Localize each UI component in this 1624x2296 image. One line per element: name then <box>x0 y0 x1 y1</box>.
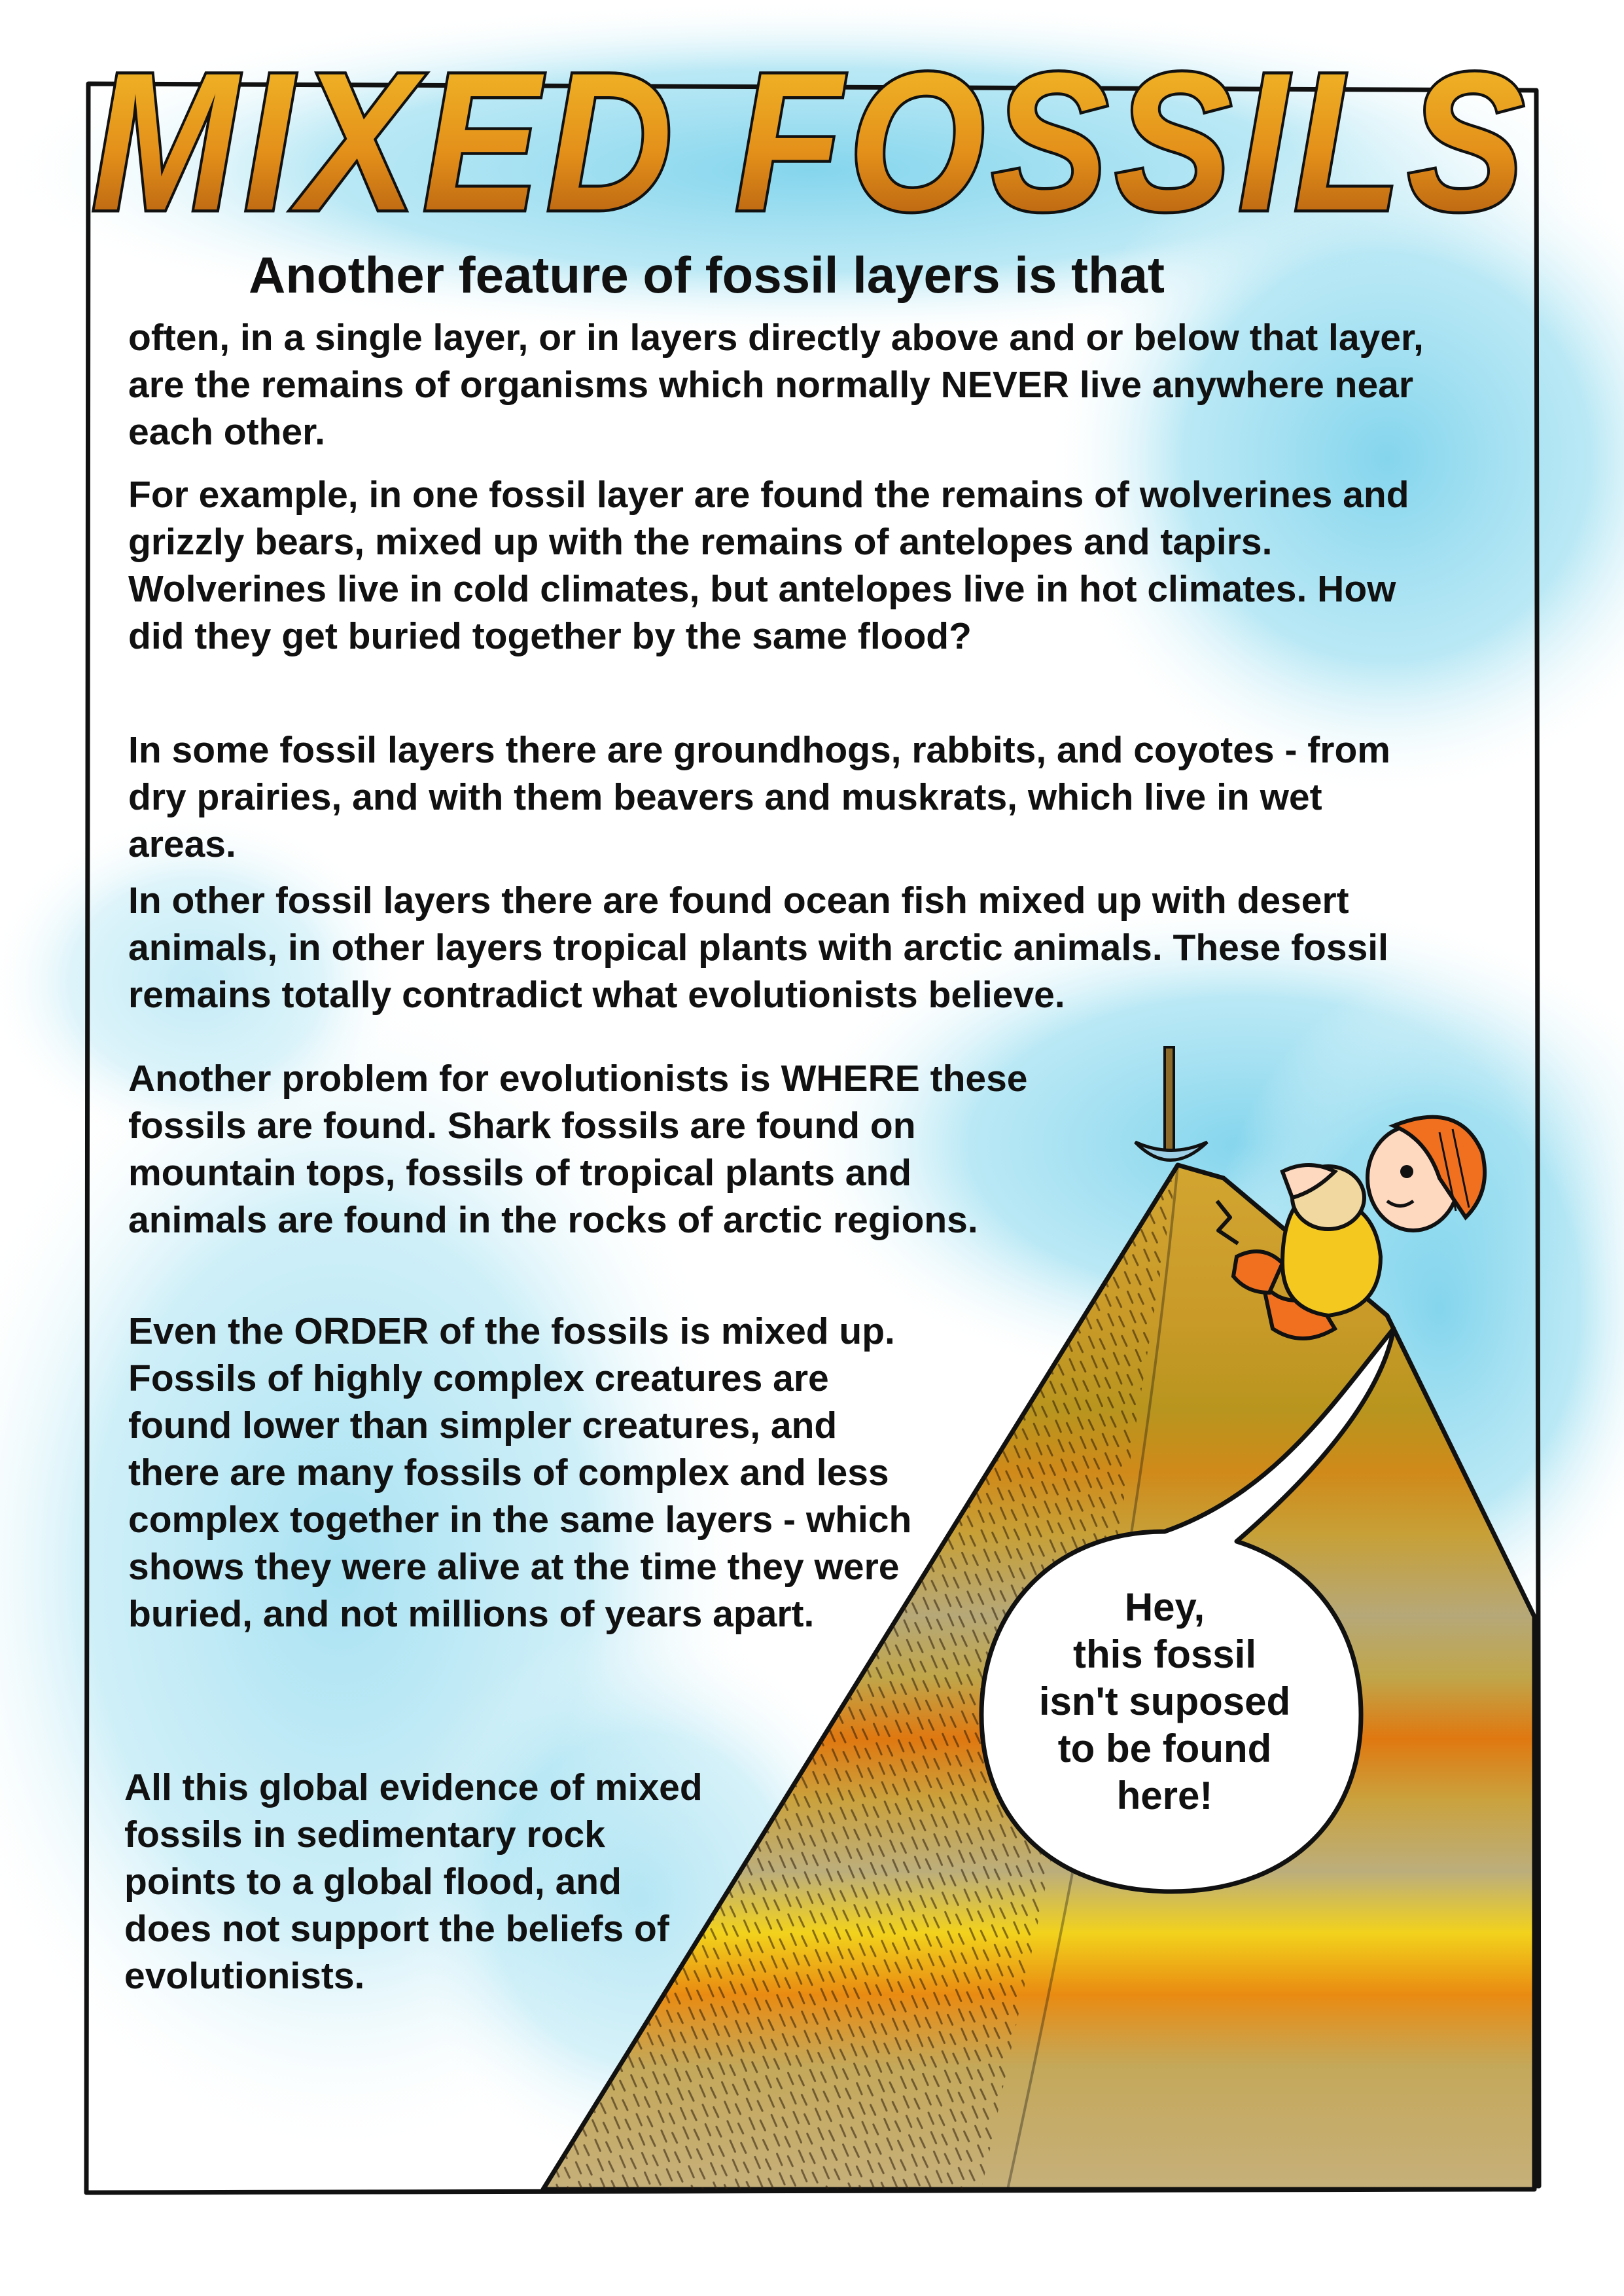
paragraph-global-evidence: All this global evidence of mixed fossils in sedimentary rock points to a global flood, and does not support the beliefs of evolutionists. <box>124 1767 703 1997</box>
speech-bubble-text: Hey, this fossil isn't suposed to be found here! <box>1038 1585 1291 1818</box>
title-text: MIXED FOSSILS <box>92 31 1531 251</box>
paragraph-wolverines: For example, in one fossil layer are found the remains of wolverines and grizzly bears, mixed up with the remains of antelopes and tapirs. Wolverines live in cold climates, but antelopes live in hot climates. How did they get buried together by the same flood? <box>128 474 1409 657</box>
paragraph-order: Even the ORDER of the fossils is mixed up. Fossils of highly complex creatures are found lower than simpler creatures, and there are many fossils of complex and less complex together in the same layers - which shows they were alive at the time they were buried, and not millions of years apart. <box>128 1310 912 1635</box>
intro-lead: Another feature of fossil layers is that <box>249 246 1165 304</box>
paragraph-where: Another problem for evolutionists is WHERE these fossils are found. Shark fossils are found on mountain tops, fossils of tropical plants and animals are found in the rocks of arctic regions. <box>128 1058 1028 1241</box>
paragraph-groundhogs: In some fossil layers there are groundhogs, rabbits, and coyotes - from dry prairies, and with them beavers and muskrats, which live in wet areas. <box>128 729 1390 865</box>
paragraph-ocean-fish: In other fossil layers there are found ocean fish mixed up with desert animals, in other layers tropical plants with arctic animals. These fossil remains totally contradict what evolutionists believe. <box>128 880 1388 1016</box>
paragraph-intro: often, in a single layer, or in layers directly above and or below that layer, are the remains of organisms which normally NEVER live anywhere near each other. <box>128 317 1424 453</box>
title-lettering <box>92 31 1531 251</box>
